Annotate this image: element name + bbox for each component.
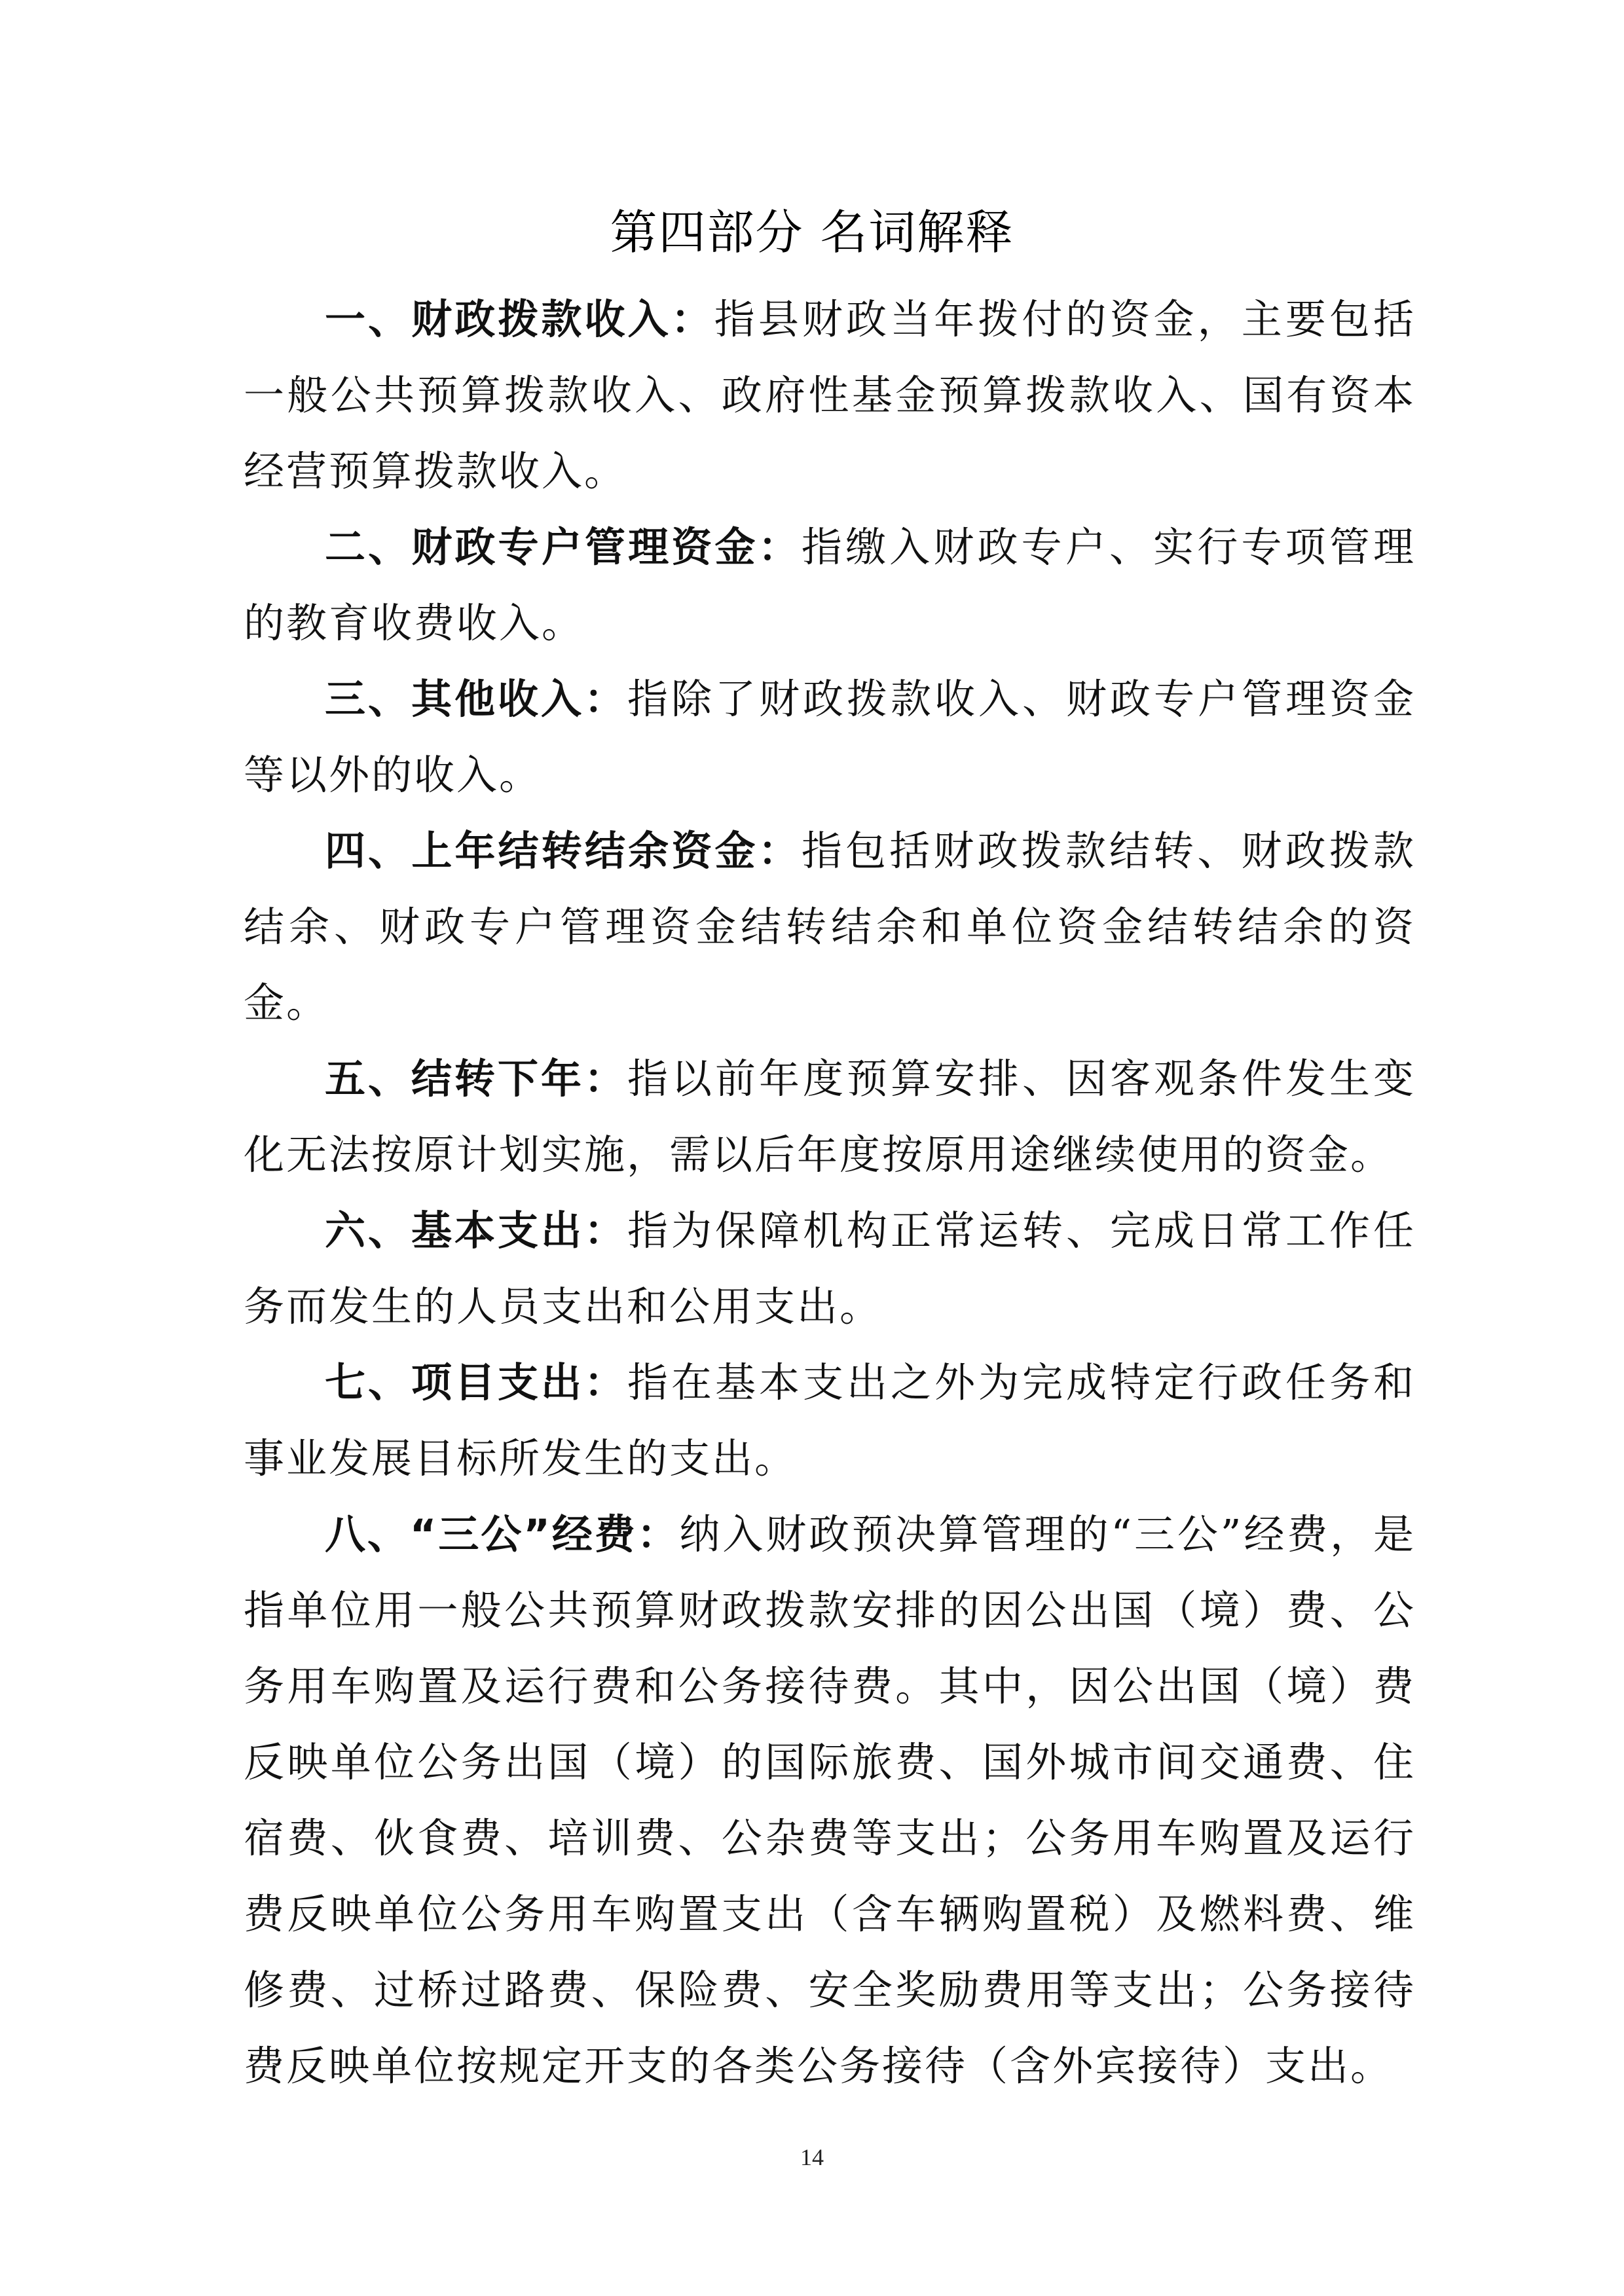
definition-term: 一、财政拨款收入： <box>325 295 714 343</box>
page-title: 第四部分 名词解释 <box>610 205 1014 260</box>
definition-item-4 <box>244 813 1416 1041</box>
definition-term: 七、项目支出： <box>325 1358 627 1406</box>
definition-item-1 <box>244 282 1416 509</box>
definition-text: 指县财政当年拨付的资金，主要包括一般公共预算拨款收入、政府性基金预算拨款收入、国有资本经营预算拨款收入。 <box>244 295 1416 495</box>
definition-item-3 <box>244 661 1416 813</box>
definition-text: 指包括财政拨款结转、财政拨款结余、财政专户管理资金结转结余和单位资金结转结余的资金。 <box>244 827 1416 1027</box>
definition-term: 八、“三公”经费： <box>325 1510 680 1558</box>
definitions-list <box>244 282 1416 2104</box>
definition-term: 六、基本支出： <box>325 1207 627 1254</box>
definition-item-8 <box>244 1497 1416 2104</box>
definition-term: 三、其他收入： <box>325 675 627 723</box>
definition-text: 指除了财政拨款收入、财政专户管理资金等以外的收入。 <box>244 675 1416 799</box>
definition-text: 指缴入财政专户、实行专项管理的教育收费收入。 <box>244 523 1416 647</box>
definition-item-5 <box>244 1041 1416 1193</box>
definition-item-6 <box>244 1193 1416 1345</box>
page-number: 14 <box>800 2144 824 2170</box>
definition-term: 四、上年结转结余资金： <box>325 827 802 875</box>
definition-text: 纳入财政预决算管理的“三公”经费，是指单位用一般公共预算财政拨款安排的因公出国（境）费、公务用车购置及运行费和公务接待费。其中，因公出国（境）费反映单位公务出国（境）的国际旅费、国外城市间交通费、住宿费、伙食费、培训费、公杂费等支出；公务用车购置及运行费反映单位公务用车购置支出（含车辆购置税）及燃料费、维修费、过桥过路费、保险费、安全奖励费用等支出；公务接待费反映单位按规定开支的各类公务接待（含外宾接待）支出。 <box>244 1510 1416 2090</box>
definition-text: 指为保障机构正常运转、完成日常工作任务而发生的人员支出和公用支出。 <box>244 1207 1416 1330</box>
definition-term: 五、结转下年： <box>325 1055 627 1102</box>
definition-term: 二、财政专户管理资金： <box>325 523 802 571</box>
definition-text: 指在基本支出之外为完成特定行政任务和事业发展目标所发生的支出。 <box>244 1358 1416 1482</box>
definition-text: 指以前年度预算安排、因客观条件发生变化无法按原计划实施，需以后年度按原用途继续使用的资金。 <box>244 1055 1416 1178</box>
definition-item-7 <box>244 1345 1416 1497</box>
definition-item-2 <box>244 509 1416 661</box>
